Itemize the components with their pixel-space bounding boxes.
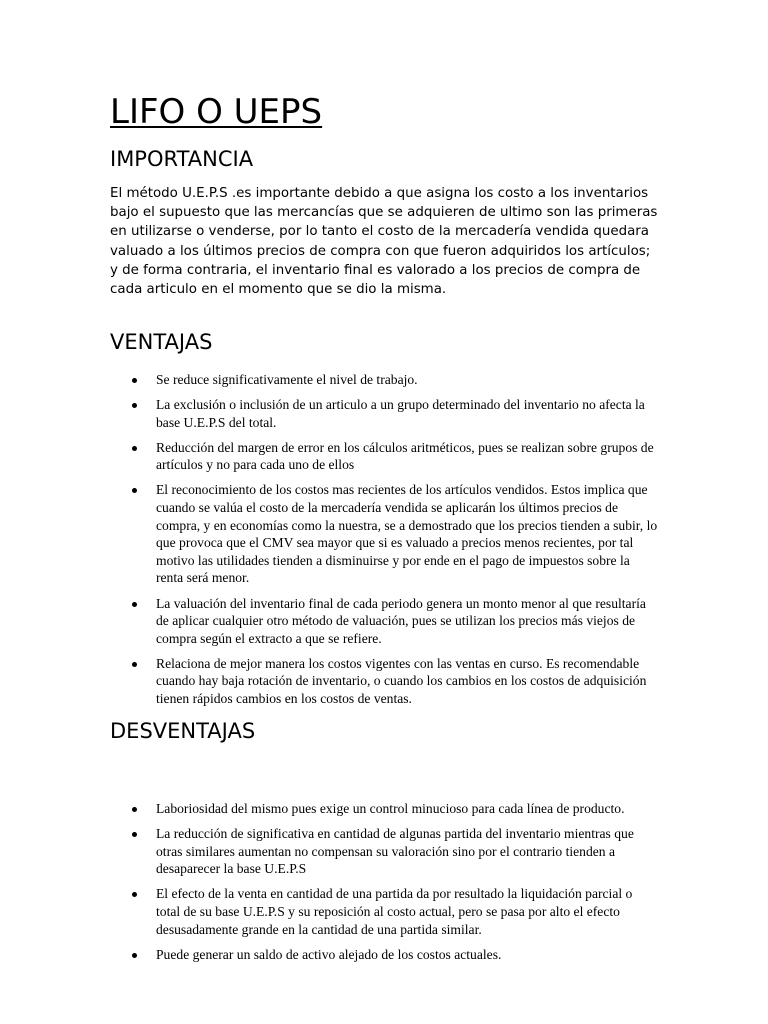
section-heading-ventajas: VENTAJAS (110, 330, 213, 354)
bullet-icon (132, 403, 137, 408)
list-item-text: Relaciona de mejor manera los costos vigentes con las ventas en curso. Es recomendable cuando hay baja rotación de inventario, o cuando los cambios en los costos de adquisición tienen rápidos cambios en los costos de ventas. (156, 655, 647, 706)
importancia-paragraph: El método U.E.P.S .es importante debido a que asigna los costo a los inventarios bajo el supuesto que las mercancías que se adquieren de ultimo son las primeras en utilizarse o venderse, por lo tanto el costo de la mercadería vendida quedara valuado a los últimos precios de compra con que fueron adquiridos los artículos; y de forma contraria, el inventario final es valorado a los precios de compra de cada articulo en el momento que se dio la misma. (110, 186, 658, 298)
list-item (110, 825, 658, 878)
bullet-icon (132, 892, 137, 897)
section-heading-desventajas: DESVENTAJAS (110, 719, 256, 743)
bullet-icon (132, 378, 137, 383)
list-item (110, 371, 658, 389)
list-item-text: Reducción del margen de error en los cálculos aritméticos, pues se realizan sobre grupos de artículos y no para cada uno de ellos (156, 439, 654, 473)
bullet-icon (132, 832, 137, 837)
document-title: LIFO O UEPS (110, 92, 323, 132)
list-item-text: La exclusión o inclusión de un articulo a un grupo determinado del inventario no afecta la base U.E.P.S del total. (156, 397, 645, 430)
list-item-text: La valuación del inventario final de cada periodo genera un monto menor al que resultaría de aplicar cualquier otro método de valuación, pues se utilizan los precios más viejos de compra según el extracto a que se refiere. (156, 595, 646, 646)
list-item-text: Se reduce significativamente el nivel de trabajo. (156, 372, 418, 387)
list-item-text: El reconocimiento de los costos mas recientes de los artículos vendidos. Estos implica que cuando se valúa el costo de la mercadería vendida se aplicarán los últimos precios de compra, y en economías como la nuestra, se a demostrado que los precios tienden a subir, lo que provoca que el CMV sea mayor que si es valuado a precios menos recientes, por tal motivo las utilidades tienden a disminuirse y por ende en el pago de impuestos sobre la renta será menor. (156, 482, 658, 586)
list-item (110, 595, 658, 648)
list-item (110, 885, 658, 938)
list-item-text: Puede generar un saldo de activo alejado de los costos actuales. (156, 946, 502, 962)
list-item (110, 800, 658, 818)
bullet-icon (132, 488, 137, 493)
list-item (110, 946, 658, 964)
section-heading-importancia: IMPORTANCIA (110, 147, 254, 171)
list-item-text: El efecto de la venta en cantidad de una partida da por resultado la liquidación parcial o total de su base U.E.P.S y su reposición al costo actual, pero se pasa por alto el efecto desusadamente grande en la cantidad de una partida similar. (156, 886, 633, 937)
list-item-text: Laboriosidad del mismo pues exige un control minucioso para cada línea de producto. (156, 801, 625, 816)
list-item-text: La reducción de significativa en cantidad de algunas partida del inventario mientras que otras similares aumentan no compensan su valoración sino por el contrario tienden a desaparecer la base U.E.P.S (156, 826, 634, 877)
bullet-icon (132, 602, 137, 607)
desventajas-list (110, 800, 658, 971)
list-item (110, 396, 658, 431)
ventajas-list (110, 371, 658, 715)
bullet-icon (132, 662, 137, 667)
bullet-icon (132, 807, 137, 812)
list-item (110, 439, 658, 474)
bullet-icon (132, 446, 137, 451)
list-item (110, 655, 658, 708)
list-item (110, 481, 658, 587)
bullet-icon (132, 953, 137, 958)
